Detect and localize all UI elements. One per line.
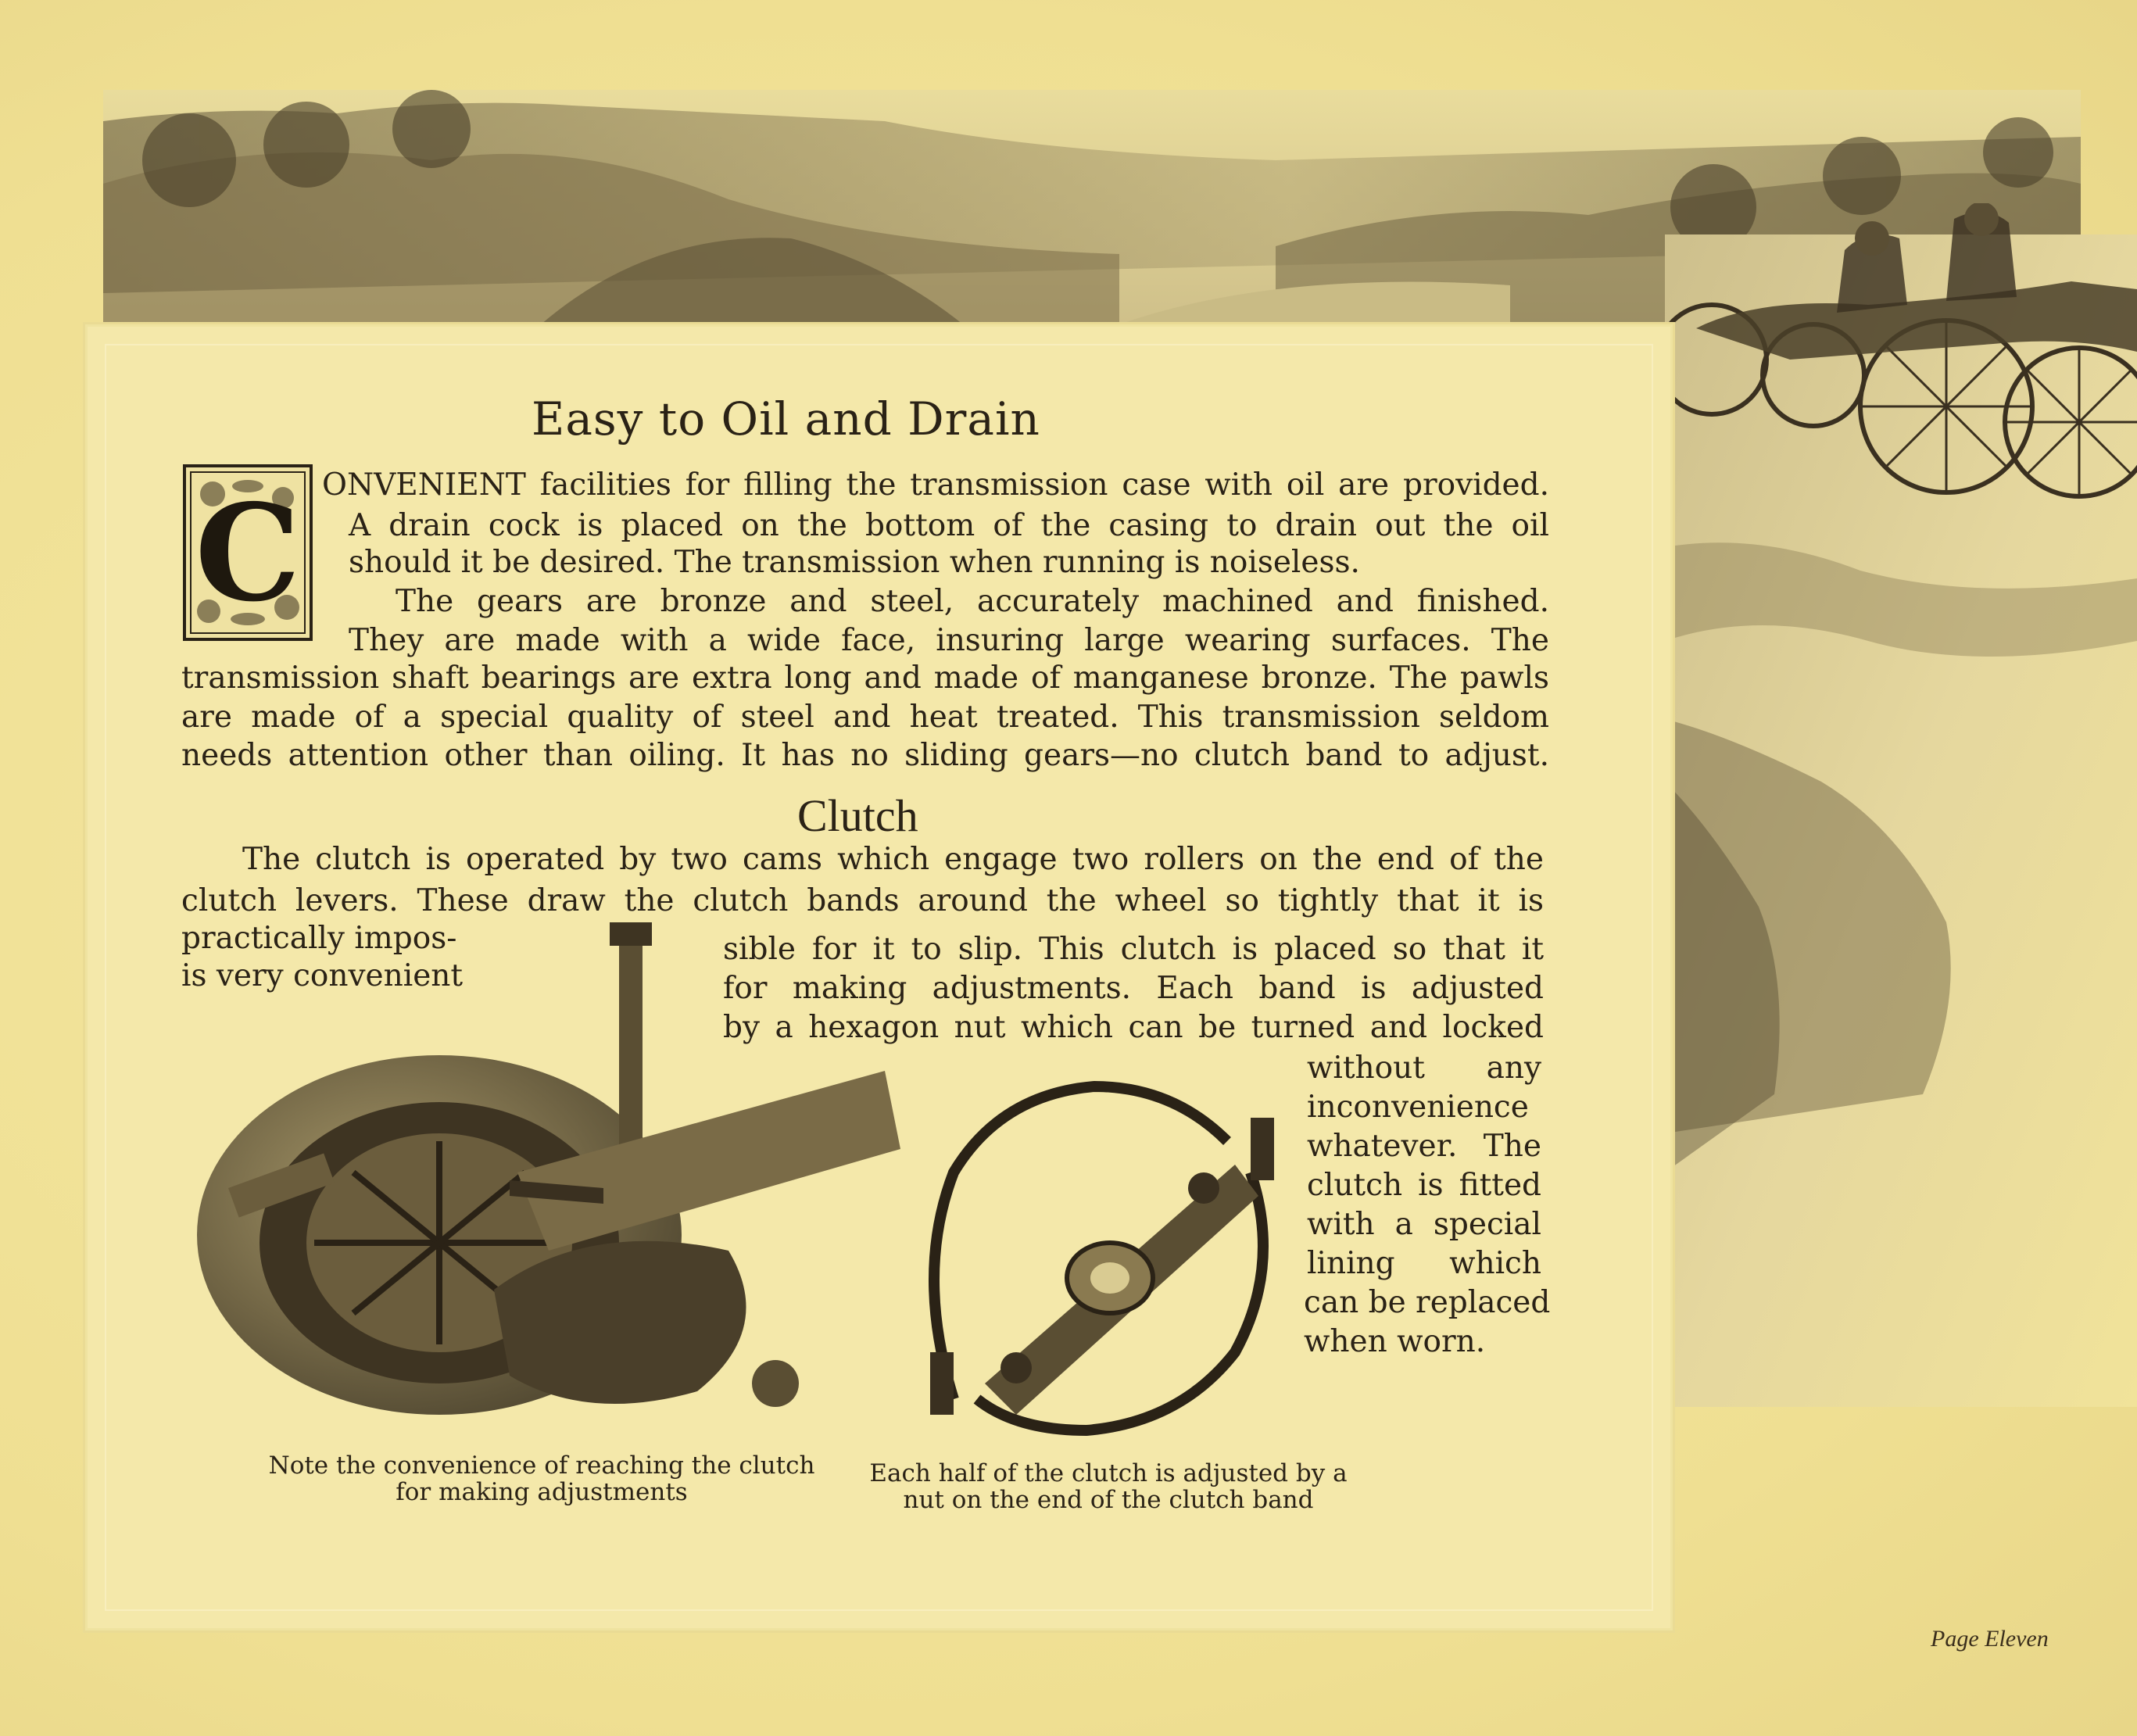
clutch-narrow-line-8: when worn. bbox=[1304, 1324, 1486, 1359]
page-number: Page Eleven bbox=[1931, 1626, 2049, 1652]
clutch-right-line-1: sible for it to slip. This clutch is placed so that it bbox=[723, 932, 1544, 967]
heading-easy-to-oil: Easy to Oil and Drain bbox=[532, 392, 1040, 446]
clutch-narrow-line-1: without any bbox=[1307, 1051, 1541, 1086]
clutch-narrow-line-2: inconvenience bbox=[1307, 1090, 1529, 1125]
oil-paragraph-line-8: needs attention other than oiling. It has no sliding gears—no clutch band to adjust. bbox=[181, 738, 1549, 773]
clutch-left-line-2: is very convenient bbox=[181, 958, 464, 993]
clutch-band-illustration bbox=[907, 1071, 1298, 1438]
oil-paragraph-line-3: should it be desired. The transmission when running is noiseless. bbox=[349, 545, 1360, 580]
drop-cap-letter: C bbox=[195, 475, 301, 632]
oil-paragraph-line-6: transmission shaft bearings are extra long and made of manganese bronze. The pawls bbox=[181, 660, 1549, 696]
oil-paragraph-line-7: are made of a special quality of steel and heat treated. This transmission seldom bbox=[181, 700, 1549, 735]
oil-paragraph-line-1: ONVENIENT facilities for filling the transmission case with oil are provided. bbox=[322, 467, 1549, 503]
oil-paragraph-line-2: A drain cock is placed on the bottom of the casing to drain out the oil bbox=[349, 508, 1549, 543]
clutch-right-line-3: by a hexagon nut which can be turned and locked bbox=[723, 1010, 1544, 1045]
caption-left: Note the convenience of reaching the clutch for making adjustments bbox=[268, 1451, 815, 1506]
ornamental-drop-cap bbox=[181, 463, 314, 642]
clutch-narrow-line-5: with a special bbox=[1307, 1207, 1541, 1242]
clutch-line-1: The clutch is operated by two cams which engage two rollers on the end of the bbox=[242, 842, 1544, 877]
heading-clutch: Clutch bbox=[797, 790, 918, 841]
oil-paragraph-line-4: The gears are bronze and steel, accurately machined and finished. bbox=[396, 584, 1549, 619]
clutch-narrow-line-3: whatever. The bbox=[1307, 1129, 1541, 1164]
clutch-narrow-line-7: can be replaced bbox=[1304, 1285, 1551, 1320]
clutch-narrow-line-4: clutch is fitted bbox=[1307, 1168, 1541, 1203]
oil-paragraph-line-5: They are made with a wide face, insuring large wearing surfaces. The bbox=[349, 623, 1549, 658]
clutch-line-2: clutch levers. These draw the clutch bands around the wheel so tightly that it is bbox=[181, 883, 1544, 918]
clutch-left-line-1: practically impos- bbox=[181, 921, 457, 956]
caption-right: Each half of the clutch is adjusted by a nut on the end of the clutch band bbox=[869, 1459, 1348, 1514]
automobile-photo bbox=[1665, 203, 2137, 563]
clutch-assembly-illustration bbox=[181, 922, 900, 1423]
clutch-narrow-line-6: lining which bbox=[1307, 1246, 1541, 1281]
clutch-right-line-2: for making adjustments. Each band is adjusted bbox=[723, 971, 1544, 1006]
